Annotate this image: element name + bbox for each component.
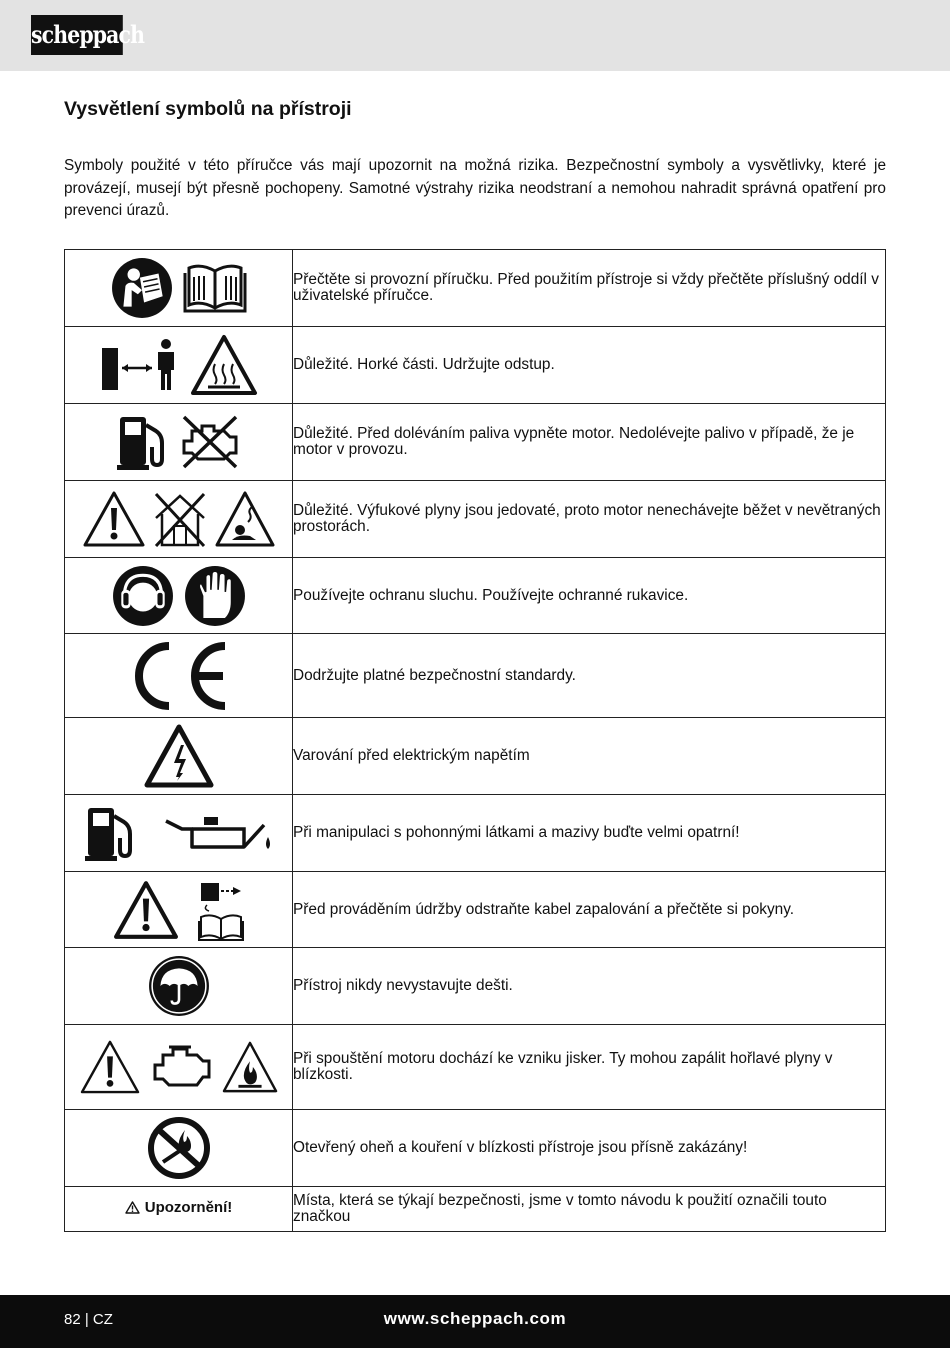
engine-icon xyxy=(149,1043,213,1091)
flammable-warning-icon xyxy=(221,1040,279,1094)
row-text: Přístroj nikdy nevystavujte dešti. xyxy=(293,948,886,1025)
table-row xyxy=(65,1187,886,1232)
warning-note-label xyxy=(125,1199,233,1216)
row-text: Při spouštění motoru dochází ke vzniku jisker. Ty mohou zapálit hořlavé plyny v blízkosti. xyxy=(293,1025,886,1110)
website-link[interactable]: www.scheppach.com xyxy=(383,1309,567,1328)
warning-icon xyxy=(79,1039,141,1095)
warning-small-icon xyxy=(125,1201,140,1214)
table-row xyxy=(65,718,886,795)
read-manual-icon xyxy=(111,257,173,319)
row-text: Důležité. Horké části. Udržujte odstup. xyxy=(293,327,886,404)
electric-voltage-warning-icon xyxy=(143,723,215,789)
page-title: Vysvětlení symbolů na přístroji xyxy=(64,98,352,120)
row-text: Otevřený oheň a kouření v blízkosti přístroje jsou přísně zakázány! xyxy=(293,1110,886,1187)
symbols-table xyxy=(64,249,886,1232)
keep-distance-icon xyxy=(100,338,180,392)
intro-paragraph: Symboly použité v této příručce vás mají upozornit na možná rizika. Bezpečnostní symboly a vysvětlivky, které je provázejí, musejí být přesně pochopeny. Samotné výstrahy rizika neodstraní a nemohou nahradit správná opatření pro prevenci úrazů. xyxy=(64,157,886,220)
engine-off-icon xyxy=(178,413,242,471)
ear-protection-icon xyxy=(112,565,174,627)
header-band xyxy=(0,0,950,71)
umbrella-keep-dry-icon xyxy=(148,955,210,1017)
no-open-flame-icon xyxy=(147,1116,211,1180)
row-text: Přečtěte si provozní příručku. Před použitím přístroje si vždy přečtěte příslušný oddíl v uživatelské příručce. xyxy=(293,250,886,327)
table-row xyxy=(65,481,886,558)
table-row xyxy=(65,948,886,1025)
spark-plug-manual-icon xyxy=(197,879,245,941)
table-row xyxy=(65,872,886,948)
row-text: Místa, která se týkají bezpečnosti, jsme v tomto návodu k použití označili touto značkou xyxy=(293,1187,886,1232)
footer xyxy=(0,1295,950,1348)
scheppach-logo: scheppach xyxy=(31,15,123,55)
table-row xyxy=(65,250,886,327)
table-row xyxy=(65,795,886,872)
table-row xyxy=(65,1110,886,1187)
toxic-fumes-warning-icon xyxy=(214,490,276,548)
row-text: Při manipulaci s pohonnými látkami a mazivy buďte velmi opatrní! xyxy=(293,795,886,872)
page-number: 82 | CZ xyxy=(64,1311,113,1328)
table-row xyxy=(65,1025,886,1110)
row-text: Používejte ochranu sluchu. Používejte ochranné rukavice. xyxy=(293,558,886,634)
no-indoor-use-icon xyxy=(152,490,208,548)
ce-mark-icon xyxy=(127,640,231,712)
row-text: Před prováděním údržby odstraňte kabel zapalování a přečtěte si pokyny. xyxy=(293,872,886,948)
oil-can-icon xyxy=(164,807,274,859)
row-text: Dodržujte platné bezpečnostní standardy. xyxy=(293,634,886,718)
hot-surface-warning-icon xyxy=(190,334,258,396)
warning-label-text: Upozornění! xyxy=(144,1199,233,1216)
row-text: Důležité. Výfukové plyny jsou jedovaté, proto motor nenechávejte běžet v nevětraných prostorách. xyxy=(293,481,886,558)
table-row xyxy=(65,327,886,404)
open-book-icon xyxy=(183,263,247,313)
table-row xyxy=(65,558,886,634)
warning-icon xyxy=(113,880,179,940)
table-row xyxy=(65,404,886,481)
table-row xyxy=(65,634,886,718)
row-text: Důležité. Před doléváním paliva vypněte motor. Nedolévejte palivo v případě, že je motor v provozu. xyxy=(293,404,886,481)
protective-gloves-icon xyxy=(184,565,246,627)
fuel-pump-icon xyxy=(116,413,168,471)
fuel-pump-icon xyxy=(84,804,136,862)
warning-icon xyxy=(82,490,146,548)
row-text: Varování před elektrickým napětím xyxy=(293,718,886,795)
